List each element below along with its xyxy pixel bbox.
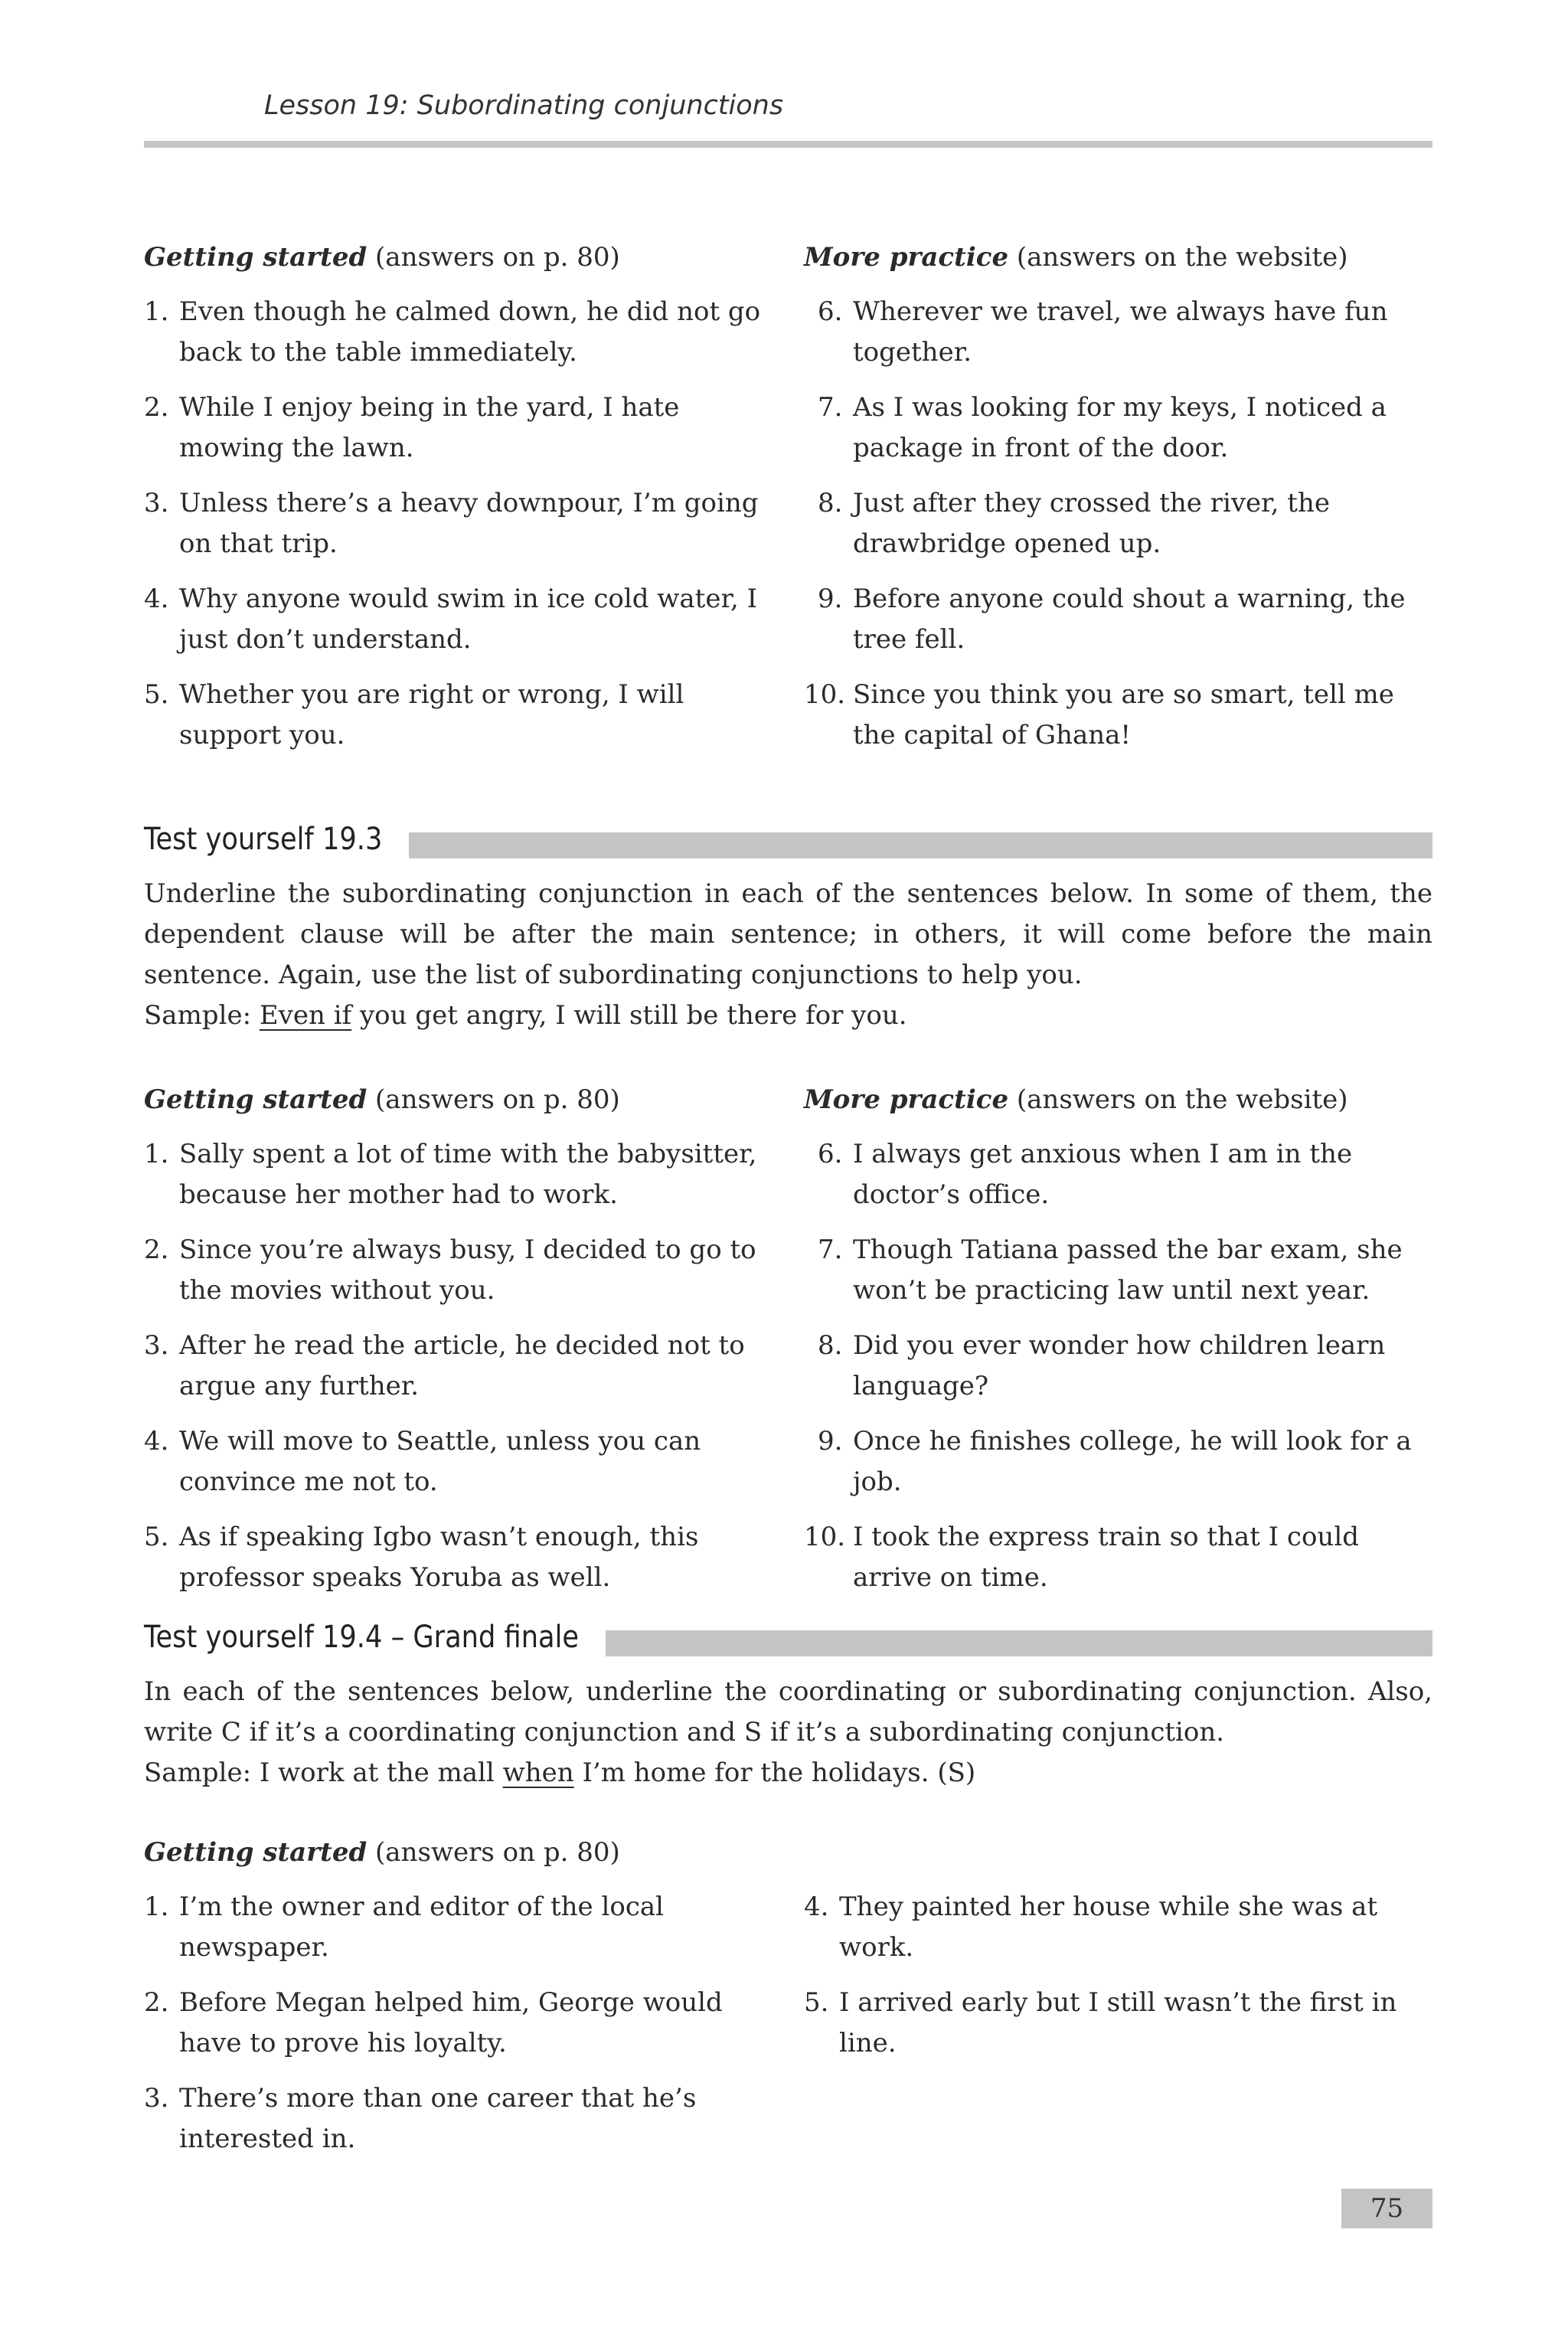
section-19-3-right-column bbox=[804, 1080, 1439, 1613]
exercise-item: 3. After he read the article, he decided not to argue any further. bbox=[144, 1330, 745, 1401]
section-title: Test yourself 19.4 – Grand finale bbox=[144, 1620, 580, 1655]
underlined-conjunction: when bbox=[502, 1757, 574, 1788]
section-title-bar bbox=[409, 832, 1432, 858]
exercise-item: 3. There’s more than one career that he’s interested in. bbox=[144, 2083, 697, 2154]
section-19-4-right-column bbox=[804, 1887, 1439, 2078]
exercise-item: 2. Before Megan helped him, George would have to prove his loyalty. bbox=[144, 1987, 723, 2058]
section-19-3-header bbox=[144, 816, 1432, 862]
section-19-3-instructions: Underline the subordinating conjunction in each of the sentences below. In some of them, the dependent clause will be after the main sentence; in others, it will come before the main sentence. Again, use the list of subordinating conjunctions to help you. Sample: Even if you get angry, I will still be there for you. bbox=[144, 874, 1432, 1036]
underlined-conjunction: Even if bbox=[259, 1000, 352, 1031]
header-rule bbox=[144, 141, 1432, 148]
exercise-item: 1. Sally spent a lot of time with the babysitter, because her mother had to work. bbox=[144, 1139, 757, 1210]
exercise-item: 7. Though Tatiana passed the bar exam, she won’t be practicing law until next year. bbox=[818, 1234, 1403, 1306]
exercise-item: 8. Did you ever wonder how children learn language? bbox=[818, 1330, 1386, 1401]
exercise-item: 4. We will move to Seattle, unless you can convince me not to. bbox=[144, 1426, 701, 1497]
block1-left-column bbox=[144, 237, 779, 770]
exercise-item: 3. Unless there’s a heavy downpour, I’m going on that trip. bbox=[144, 488, 759, 559]
more-practice-heading: More practice (answers on the website) bbox=[804, 242, 1348, 273]
exercise-item: 6. I always get anxious when I am in the doctor’s office. bbox=[818, 1139, 1353, 1210]
section-19-4-instructions: In each of the sentences below, underline the coordinating or subordinating conjunction. Also, write C if it’s a coordinating conjunction and S if it’s a subordinating conjunction. Sample: I work at the mall when I’m home for the holidays. (S) bbox=[144, 1672, 1432, 1793]
getting-started-heading: Getting started (answers on p. 80) bbox=[144, 1837, 620, 1868]
getting-started-heading: Getting started (answers on p. 80) bbox=[144, 1084, 620, 1115]
block1-right-column bbox=[804, 237, 1439, 770]
section-title-bar bbox=[606, 1630, 1432, 1656]
exercise-item: 2. While I enjoy being in the yard, I hate mowing the lawn. bbox=[144, 392, 680, 463]
running-header: Lesson 19: Subordinating conjunctions bbox=[264, 90, 784, 121]
exercise-item: 4. Why anyone would swim in ice cold water, I just don’t understand. bbox=[144, 584, 758, 655]
exercise-item: 5. Whether you are right or wrong, I will support you. bbox=[144, 679, 684, 750]
section-title: Test yourself 19.3 bbox=[144, 822, 383, 857]
exercise-item: 9. Once he finishes college, he will look for a job. bbox=[818, 1426, 1412, 1497]
exercise-item: 10. Since you think you are so smart, tell me the capital of Ghana! bbox=[804, 679, 1394, 750]
exercise-item: 1. I’m the owner and editor of the local newspaper. bbox=[144, 1891, 665, 1963]
exercise-item: 5. I arrived early but I still wasn’t the first in line. bbox=[804, 1987, 1397, 2058]
exercise-item: 2. Since you’re always busy, I decided to go to the movies without you. bbox=[144, 1234, 756, 1306]
exercise-item: 5. As if speaking Igbo wasn’t enough, this professor speaks Yoruba as well. bbox=[144, 1522, 699, 1593]
exercise-item: 6. Wherever we travel, we always have fun together. bbox=[818, 296, 1388, 368]
exercise-item: 9. Before anyone could shout a warning, the tree fell. bbox=[818, 584, 1406, 655]
exercise-item: 4. They painted her house while she was at work. bbox=[804, 1891, 1378, 1963]
page-number: 75 bbox=[1341, 2189, 1432, 2228]
section-19-4-left-column bbox=[144, 1833, 779, 2174]
more-practice-heading: More practice (answers on the website) bbox=[804, 1084, 1348, 1115]
exercise-item: 8. Just after they crossed the river, the drawbridge opened up. bbox=[818, 488, 1330, 559]
sample-sentence: Sample: I work at the mall when I’m home for the holidays. (S) bbox=[144, 1757, 976, 1788]
section-19-3-left-column bbox=[144, 1080, 779, 1613]
exercise-item: 7. As I was looking for my keys, I noticed a package in front of the door. bbox=[818, 392, 1387, 463]
exercise-item: 10. I took the express train so that I could arrive on time. bbox=[804, 1522, 1359, 1593]
sample-sentence: Sample: Even if you get angry, I will still be there for you. bbox=[144, 1000, 907, 1031]
exercise-item: 1. Even though he calmed down, he did not go back to the table immediately. bbox=[144, 296, 761, 368]
section-19-4-header bbox=[144, 1614, 1432, 1660]
getting-started-heading: Getting started (answers on p. 80) bbox=[144, 242, 620, 273]
